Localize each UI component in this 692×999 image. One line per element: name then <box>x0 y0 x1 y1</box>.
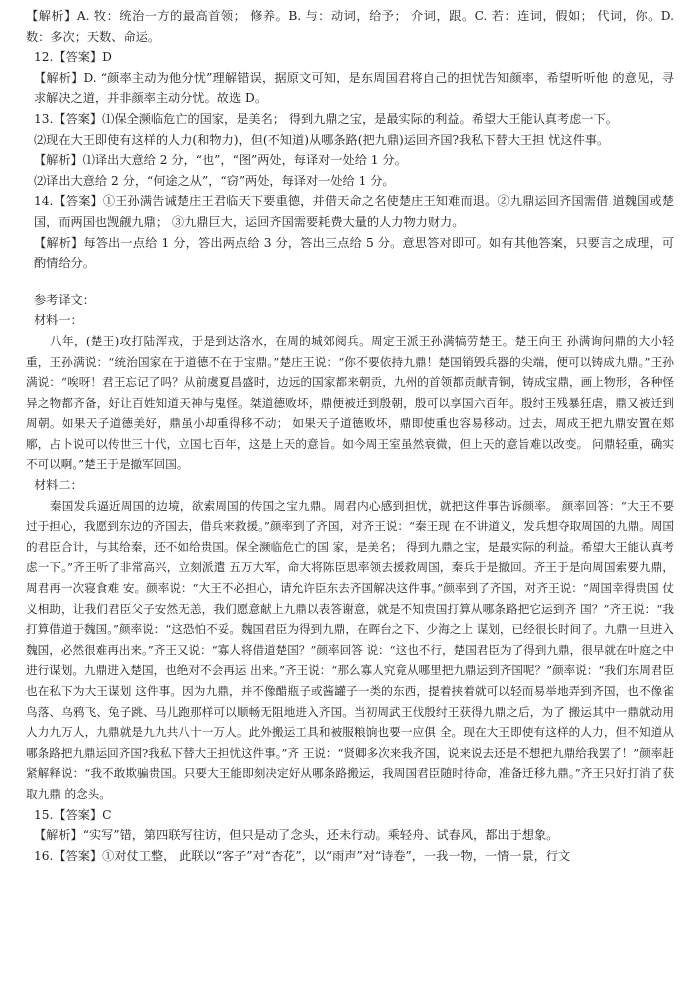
translation-heading: 参考译文： <box>34 292 95 307</box>
material-two-heading: 材料二： <box>34 478 83 493</box>
material-one-heading: 材料一： <box>34 313 83 328</box>
section-gap <box>26 274 674 290</box>
answer-12: 12.【答案】D <box>34 50 112 65</box>
answer-13: 13.【答案】⑴保全濒临危亡的国家，是美名； 得到九鼎之宝，是最实际的利益。希望大王能认真考虑一下。 <box>34 111 618 126</box>
answer-14: 14.【答案】①王孙满告诫楚庄王君临天下要重德，并借天命之名使楚庄王知难而退。②九鼎运回齐国需借 道魏国或楚国，而两国也觊觎九鼎； ③九鼎巨大，运回齐国需要耗费大量的人力物力财力。 <box>34 194 674 229</box>
analysis-14: 【解析】每答出一点给 1 分，答出两点给 3 分，答出三点给 5 分。意思答对即可。如有其他答案，只要言之成理，可酌情给分。 <box>34 235 674 271</box>
material-two-translation: 秦国发兵逼近周国的边境，欲索周国的传国之宝九鼎。周君内心感到担忧，就把这件事告诉颜率。 颜率回答：“大王不要过于担心，我愿到东边的齐国去，借兵来救援。”颜率到了齐国，对齐王说：“秦王现 在不讲道义，发兵想夺取周国的九鼎。周国的君臣合计，与其给秦，还不如给贵国。保全濒临危亡的国 家，是美名； 得到九鼎之宝，是最实际的利益。希望大王能认真考虑一下。”齐王听了非常高兴，立刻派遣 五万大军，命大将陈臣思率领去援救周国，秦兵于是撤回。齐王于是向周国索要九鼎，周君再一次寝食难 安。颜率说：“大王不必担心，请允许臣东去齐国解决这件事。”颜率到了齐国，对齐王说：“周国幸得贵国 仗义相助，让我们君臣父子安然无恙，我们愿意献上九鼎以表答谢意，就是不知贵国打算从哪条路把它运到齐 国？”齐王说：“我打算借道于魏国。”颜率说：“这恐怕不妥。魏国君臣为得到九鼎，在晖台之下、少海之上 谋划，已经很长时间了。九鼎一旦进入魏国，必然很难再出来。”齐王又说：“寡人将借道楚国？”颜率回答 说：“这也不行，楚国君臣为了得到九鼎，很早就在叶庭之中进行谋划。九鼎进入楚国，也绝对不会再运 出来。”齐王说：“那么寡人究竟从哪里把九鼎运到齐国呢？”颜率说：“我们东周君臣也在私下为大王谋划 这件事。因为九鼎，并不像醋瓶子或酱罐子一类的东西，提着挟着就可以轻而易举地弄到齐国，也不像雀鸟落、乌鸦飞、兔子跳、马儿跑那样可以顺畅无阻地进入齐国。当初周武王伐殷纣王获得九鼎之后，为了 搬运其中一鼎就动用人力九万人，九鼎就是九九共八十一万人。此外搬运工具和被服粮饷也要一应俱 全。现在大王即使有这样的人力，但不知道从哪条路把九鼎运回齐国?我私下替大王担忧这件事。”齐 王说：“贤卿多次来我齐国，说来说去还是不想把九鼎给我罢了！”颜率赶紧解释说：“我不敢欺骗贵国。只要大王能即刻决定好从哪条路搬运，我周国君臣随时待命，准备迁移九鼎。”齐王只好打消了获取九鼎 的念头。 <box>26 498 674 801</box>
answer-15: 15.【答案】C <box>34 807 112 822</box>
analysis-13-part2: ⑵译出大意给 2 分，“何途之从”，“窃”两处，每译对一处给 1 分。 <box>34 173 395 188</box>
analysis-13: 【解析】⑴译出大意给 2 分，“也”，“图”两处，每译对一处给 1 分。 <box>34 153 407 168</box>
material-one-translation: 八年，(楚王)攻打陆浑戎，于是到达洛水，在周的城郊阅兵。周定王派王孙满犒劳楚王。楚王向王 孙满询问鼎的大小轻重，王孙满说：“统治国家在于道德不在于宝鼎。”楚庄王说：“你不要依持九鼎！楚国销毁兵器的尖端，便可以铸成九鼎。”王孙满说：“唉呀！君王忘记了吗？从前虞夏昌盛时，边远的国家都来朝贡，九州的首领都贡献青铜，铸成宝鼎，画上物形，各种怪异之物都齐备，好让百姓知道天神与鬼怪。桀道德败坏，鼎便被迁到殷朝，殷可以享国六百年。殷纣王残暴狂虐，鼎又被迁到周朝。如果天子道德美好，鼎虽小却重得移不动； 如果天子道德败坏，鼎即使重也容易移动。过去，周成王把九鼎安置在郏鄏，占卜说可以传世三十代，立国七百年，这是上天的意旨。如今周王室虽然衰微，但上天的意旨难以改变。 问鼎轻重，确实不可以啊。”楚王于是撤军回国。 <box>26 333 674 472</box>
answer-16: 16.【答案】①对仗工整， 此联以“客子”对“杏花”，以“雨声”对“诗卷”，一我一物，一情一景，行文 <box>34 848 571 863</box>
analysis-12: 【解析】D. “颜率主动为他分忧”理解错误，据原文可知，是东周国君将自己的担忧告知颜率，希望听听他 的意见，寻求解决之道，并非颜率主动分忧。故选 D。 <box>34 70 674 106</box>
analysis-15: 【解析】“实写”错，第四联写往访，但只是动了念头，还未行动。乘轻舟、试春风，都出于想象。 <box>34 828 559 843</box>
analysis-11: 【解析】A. 牧：统治一方的最高首领； 修养。B. 与：动词，给予； 介词，跟。C. 若：连词，假如； 代词，你。D. 数：多次；天数、命运。 <box>26 9 674 44</box>
answer-13-part2: ⑵现在大王即使有这样的人力(和物力)，但(不知道)从哪条路(把九鼎)运回齐国?我私下替大王担 忧这件事。 <box>34 132 610 147</box>
